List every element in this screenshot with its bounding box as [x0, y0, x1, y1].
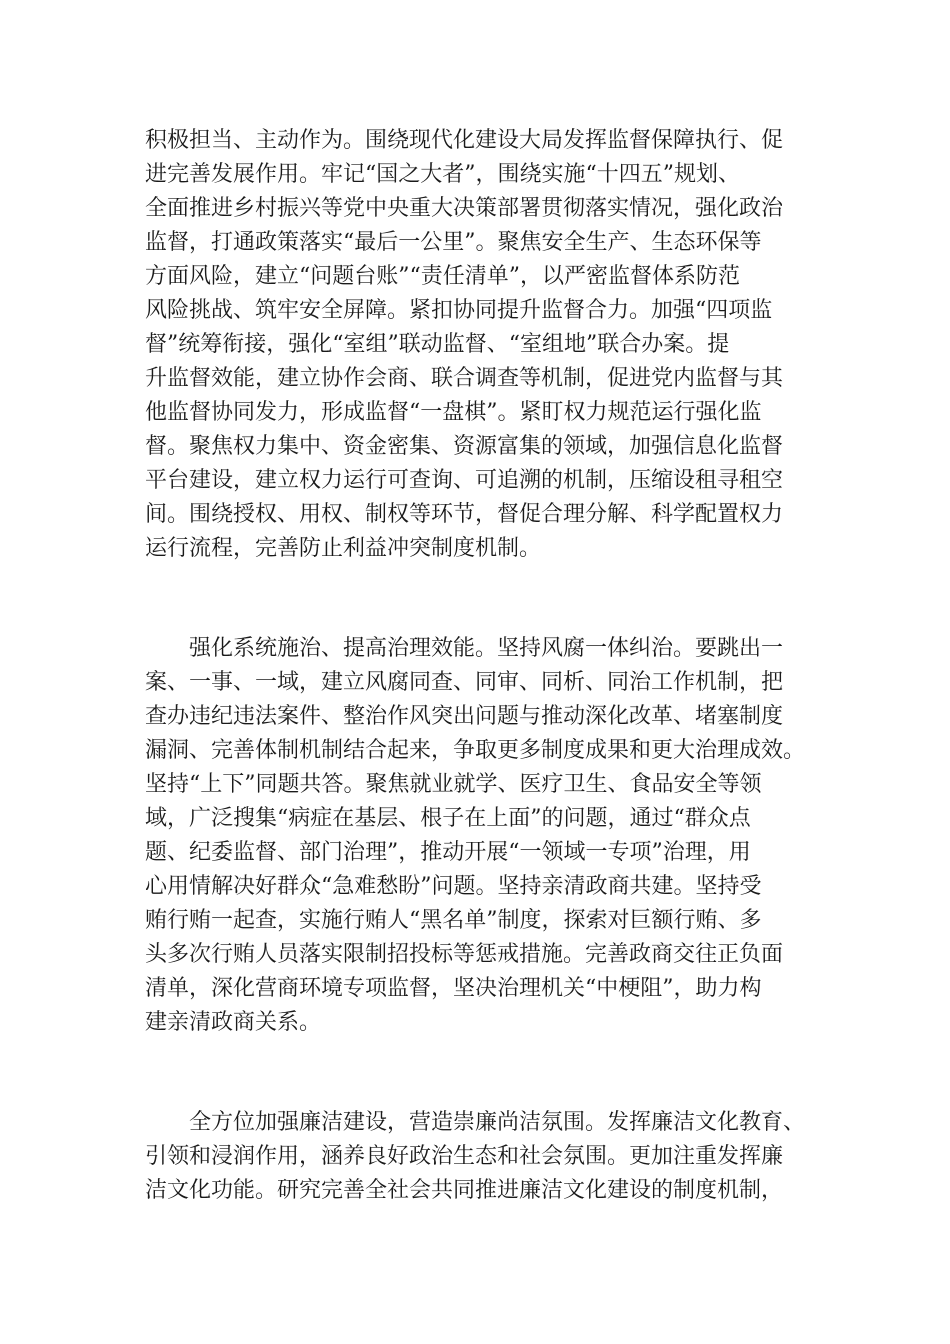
paragraph-line: 漏洞、完善体制机制结合起来，争取更多制度成果和更大治理成效。: [145, 738, 806, 763]
paragraph-line: 监督，打通政策落实“最后一公里”。聚焦安全生产、生态环保等: [145, 230, 762, 255]
paragraph-line: 强化系统施治、提高治理效能。坚持风腐一体纠治。要跳出一: [189, 636, 784, 661]
paragraph-2: [145, 632, 805, 1040]
paragraph-3: [145, 1106, 805, 1208]
paragraph-line: 间。围绕授权、用权、制权等环节，督促合理分解、科学配置权力: [145, 502, 784, 527]
paragraph-line: 域，广泛搜集“病症在基层、根子在上面”的问题，通过“群众点: [145, 806, 751, 831]
paragraph-line: 建亲清政商关系。: [145, 1010, 322, 1035]
paragraph-line: 进完善发展作用。牢记“国之大者”，围绕实施“十四五”规划、: [145, 162, 740, 187]
paragraph-1: [145, 124, 805, 566]
paragraph-line: 头多次行贿人员落实限制招投标等惩戒措施。完善政商交往正负面: [145, 942, 784, 967]
paragraph-line: 查办违纪违法案件、整治作风突出问题与推动深化改革、堵塞制度: [145, 704, 784, 729]
paragraph-line: 坚持“上下”同题共答。聚焦就业就学、医疗卫生、食品安全等领: [145, 772, 762, 797]
paragraph-line: 贿行贿一起查，实施行贿人“黑名单”制度，探索对巨额行贿、多: [145, 908, 762, 933]
paragraph-line: 督。聚焦权力集中、资金密集、资源富集的领域，加强信息化监督: [145, 434, 784, 459]
paragraph-line: 方面风险，建立“问题台账”“责任清单”，以严密监督体系防范: [145, 264, 740, 289]
paragraph-line: 督”统筹衔接，强化“室组”联动监督、“室组地”联合办案。提: [145, 332, 730, 357]
paragraph-line: 清单，深化营商环境专项监督，坚决治理机关“中梗阻”，助力构: [145, 976, 762, 1001]
paragraph-line: 心用情解决好群众“急难愁盼”问题。坚持亲清政商共建。坚持受: [145, 874, 762, 899]
paragraph-line: 运行流程，完善防止利益冲突制度机制。: [145, 536, 542, 561]
paragraph-line: 平台建设，建立权力运行可查询、可追溯的机制，压缩设租寻租空: [145, 468, 784, 493]
paragraph-line: 升监督效能，建立协作会商、联合调查等机制，促进党内监督与其: [145, 366, 784, 391]
paragraph-line: 引领和浸润作用，涵养良好政治生态和社会氛围。更加注重发挥廉: [145, 1144, 784, 1169]
paragraph-line: 题、纪委监督、部门治理”，推动开展“一领域一专项”治理，用: [145, 840, 751, 865]
paragraph-line: 全方位加强廉洁建设，营造崇廉尚洁氛围。发挥廉洁文化教育、: [189, 1110, 806, 1135]
paragraph-line: 洁文化功能。研究完善全社会共同推进廉洁文化建设的制度机制，: [145, 1178, 784, 1203]
paragraph-line: 全面推进乡村振兴等党中央重大决策部署贯彻落实情况，强化政治: [145, 196, 784, 221]
paragraph-line: 积极担当、主动作为。围绕现代化建设大局发挥监督保障执行、促: [145, 128, 784, 153]
paragraph-line: 他监督协同发力，形成监督“一盘棋”。紧盯权力规范运行强化监: [145, 400, 762, 425]
paragraph-line: 风险挑战、筑牢安全屏障。紧扣协同提升监督合力。加强“四项监: [145, 298, 773, 323]
paragraph-line: 案、一事、一域，建立风腐同查、同审、同析、同治工作机制，把: [145, 670, 784, 695]
